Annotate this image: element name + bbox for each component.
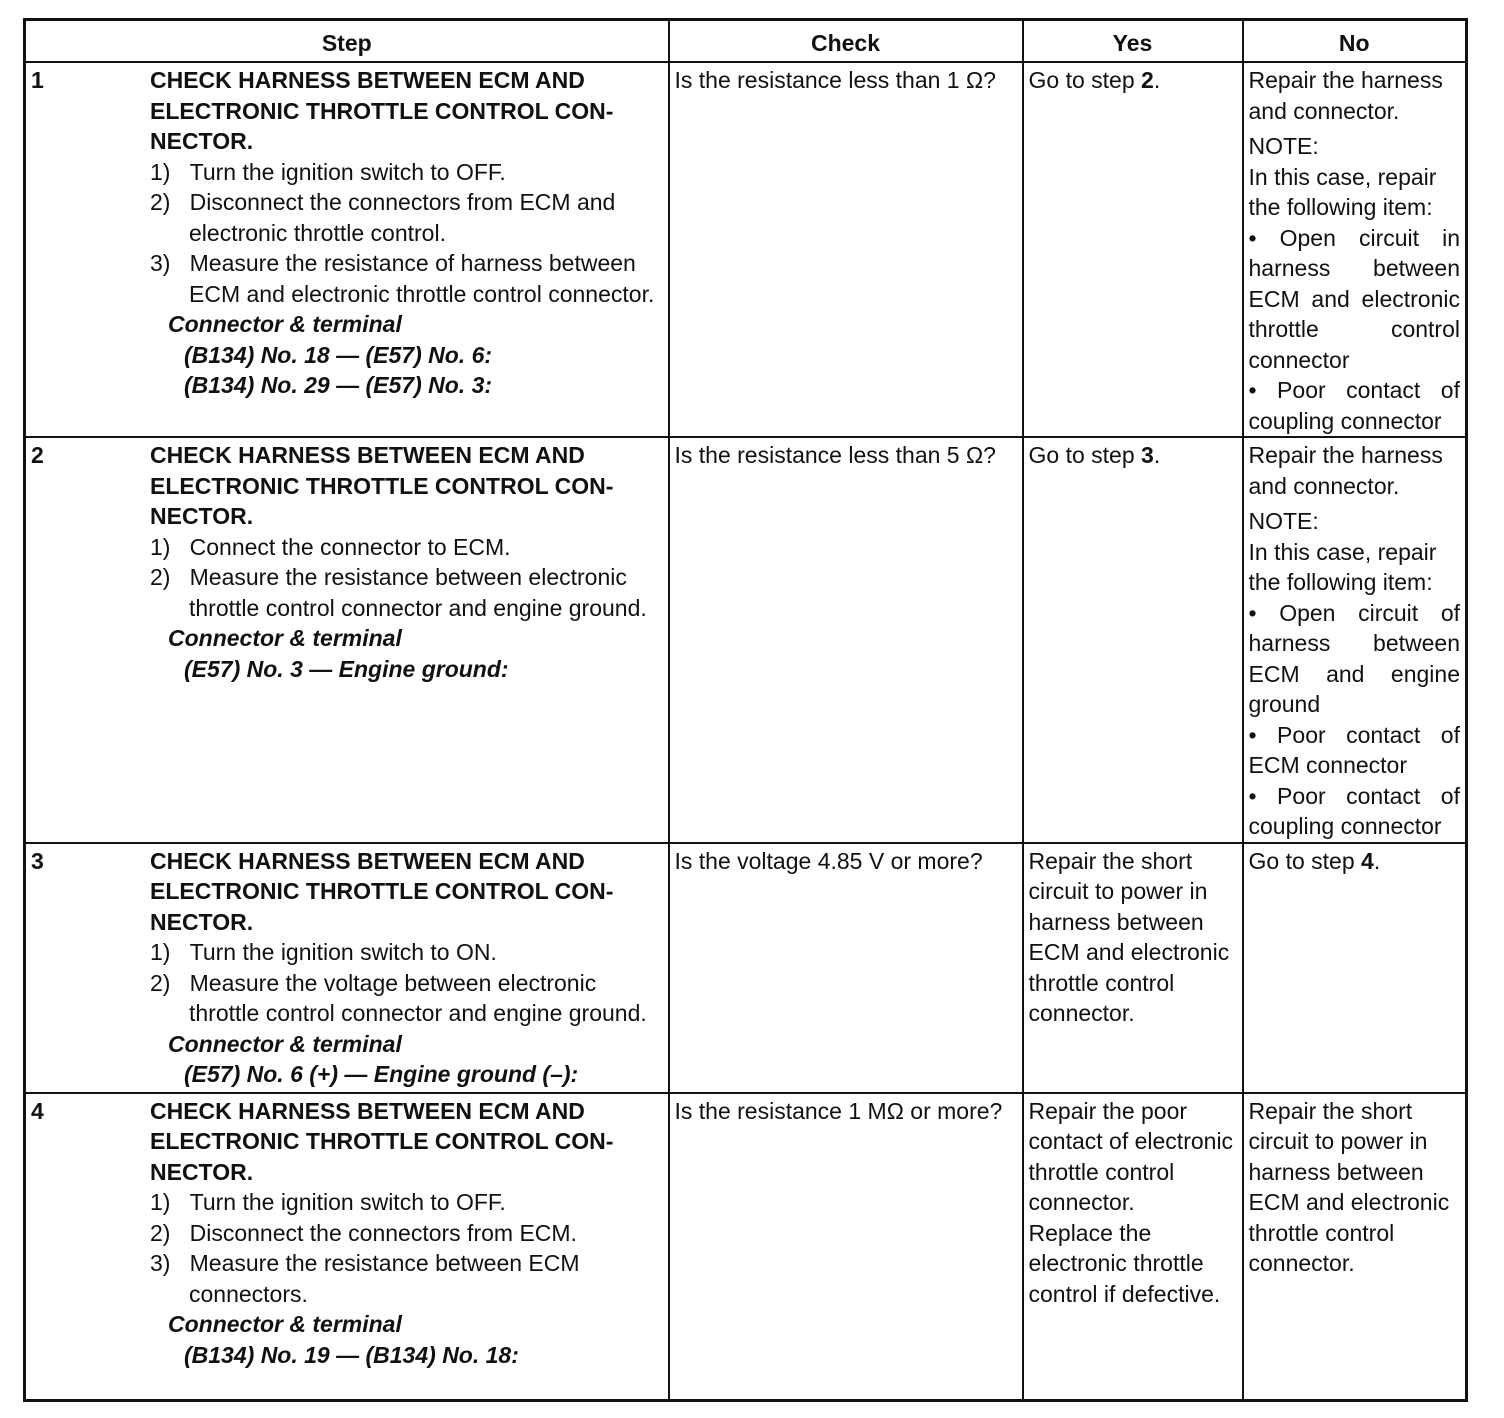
- step-instruction: 3) Measure the resistance between ECM connectors.: [150, 1250, 580, 1307]
- step-title-line: CHECK HARNESS BETWEEN ECM AND: [150, 442, 585, 468]
- yes-text: Repair the poor contact of electronic throttle control connector.: [1028, 1097, 1234, 1215]
- step-instruction: 1) Turn the ignition switch to ON.: [150, 939, 497, 965]
- no-item: • Poor contact of ECM connector: [1248, 721, 1460, 778]
- step-instruction: 2) Measure the voltage between electronic throttle control connector and engine ground.: [150, 969, 647, 1026]
- no-note-intro: In this case, repair the following item:: [1248, 538, 1437, 595]
- step-cell: [25, 843, 669, 1093]
- yes-step-ref: 3: [1141, 442, 1154, 468]
- step-title-line: CHECK HARNESS BETWEEN ECM AND: [150, 1097, 585, 1124]
- connector-heading: Connector & terminal: [168, 1030, 402, 1057]
- step-title-line: NECTOR.: [150, 1158, 254, 1185]
- header-step: Step: [25, 20, 669, 63]
- no-suffix: .: [1373, 847, 1381, 874]
- yes-prefix: Go to step: [1028, 442, 1142, 468]
- no-cell: [1243, 437, 1467, 843]
- connector-value: (B134) No. 19 — (B134) No. 18:: [184, 1341, 519, 1368]
- yes-step-ref: 2: [1141, 67, 1154, 93]
- step-title-line: NECTOR.: [150, 128, 254, 154]
- connector-value: (E57) No. 6 (+) — Engine ground (–):: [184, 1061, 579, 1087]
- table-row: [25, 437, 1467, 843]
- step-number: 3: [31, 847, 44, 874]
- step-title-line: CHECK HARNESS BETWEEN ECM AND: [150, 847, 585, 874]
- step-instruction: 2) Disconnect the connectors from ECM and electronic throttle control.: [150, 189, 616, 246]
- no-step-ref: 4: [1361, 847, 1374, 874]
- no-main: Repair the harness and connector.: [1248, 67, 1443, 124]
- yes-cell: Repair the short circuit to power in harness between ECM and electronic throttle control connector.: [1023, 843, 1243, 1093]
- step-instruction: 1) Turn the ignition switch to OFF.: [150, 158, 506, 185]
- table-row: [25, 843, 1467, 1093]
- yes-cell: [1023, 437, 1243, 843]
- no-cell: [1243, 62, 1467, 437]
- yes-suffix: .: [1153, 442, 1161, 468]
- connector-heading: Connector & terminal: [168, 625, 402, 651]
- check-cell: Is the resistance less than 1 Ω?: [669, 62, 1023, 437]
- step-cell: [25, 1093, 669, 1401]
- yes-text: Replace the electronic throttle control if defective.: [1028, 1219, 1221, 1307]
- connector-heading: Connector & terminal: [168, 1311, 402, 1337]
- yes-cell: [1023, 1093, 1243, 1401]
- no-cell: Repair the short circuit to power in harness between ECM and electronic throttle control connector.: [1243, 1093, 1467, 1401]
- step-title-line: CHECK HARNESS BETWEEN ECM AND: [150, 67, 585, 93]
- step-cell: [25, 62, 669, 437]
- step-title-line: ELECTRONIC THROTTLE CONTROL CON-: [150, 472, 614, 499]
- no-note-label: NOTE:: [1248, 508, 1319, 534]
- header-row: [25, 20, 1467, 63]
- step-instruction: 2) Disconnect the connectors from ECM.: [150, 1219, 577, 1246]
- no-item: • Poor contact of coupling connector: [1248, 782, 1460, 839]
- step-instruction: 2) Measure the resistance between electronic throttle control connector and engine ground.: [150, 564, 647, 621]
- header-check: Check: [669, 20, 1023, 63]
- connector-value: (E57) No. 3 — Engine ground:: [184, 655, 509, 682]
- check-cell: Is the voltage 4.85 V or more?: [669, 843, 1023, 1093]
- check-cell: Is the resistance 1 MΩ or more?: [669, 1093, 1023, 1401]
- yes-cell: [1023, 62, 1243, 437]
- step-title-line: NECTOR.: [150, 908, 254, 935]
- no-item: • Poor contact of coupling connector: [1248, 377, 1460, 434]
- table-row: [25, 62, 1467, 437]
- no-prefix: Go to step: [1248, 847, 1362, 874]
- step-instruction: 1) Connect the connector to ECM.: [150, 533, 511, 560]
- connector-heading: Connector & terminal: [168, 311, 402, 337]
- step-title-line: ELECTRONIC THROTTLE CONTROL CON-: [150, 97, 614, 124]
- step-title-line: ELECTRONIC THROTTLE CONTROL CON-: [150, 1128, 614, 1154]
- step-cell: [25, 437, 669, 843]
- no-note-label: NOTE:: [1248, 133, 1319, 159]
- header-yes: Yes: [1023, 20, 1243, 63]
- no-item: • Open circuit in harness between ECM and electronic throttle control connector: [1248, 224, 1460, 373]
- step-number: 4: [31, 1097, 44, 1124]
- step-title-line: NECTOR.: [150, 503, 254, 529]
- check-cell: Is the resistance less than 5 Ω?: [669, 437, 1023, 843]
- no-note-intro: In this case, repair the following item:: [1248, 163, 1437, 220]
- connector-value: (B134) No. 18 — (E57) No. 6:: [184, 341, 493, 368]
- no-main: Repair the harness and connector.: [1248, 442, 1443, 499]
- yes-prefix: Go to step: [1028, 67, 1142, 93]
- step-instruction: 3) Measure the resistance of harness between ECM and electronic throttle control connector.: [150, 250, 655, 307]
- no-cell: [1243, 843, 1467, 1093]
- table-row: [25, 1093, 1467, 1401]
- step-number: 1: [31, 67, 44, 93]
- connector-value: (B134) No. 29 — (E57) No. 3:: [184, 372, 493, 398]
- header-no: No: [1243, 20, 1467, 63]
- yes-suffix: .: [1153, 67, 1161, 93]
- step-instruction: 1) Turn the ignition switch to OFF.: [150, 1189, 506, 1215]
- diagnostic-table: [23, 18, 1468, 1402]
- step-title-line: ELECTRONIC THROTTLE CONTROL CON-: [150, 878, 614, 904]
- step-number: 2: [31, 442, 44, 468]
- no-item: • Open circuit of harness between ECM and engine ground: [1248, 599, 1460, 717]
